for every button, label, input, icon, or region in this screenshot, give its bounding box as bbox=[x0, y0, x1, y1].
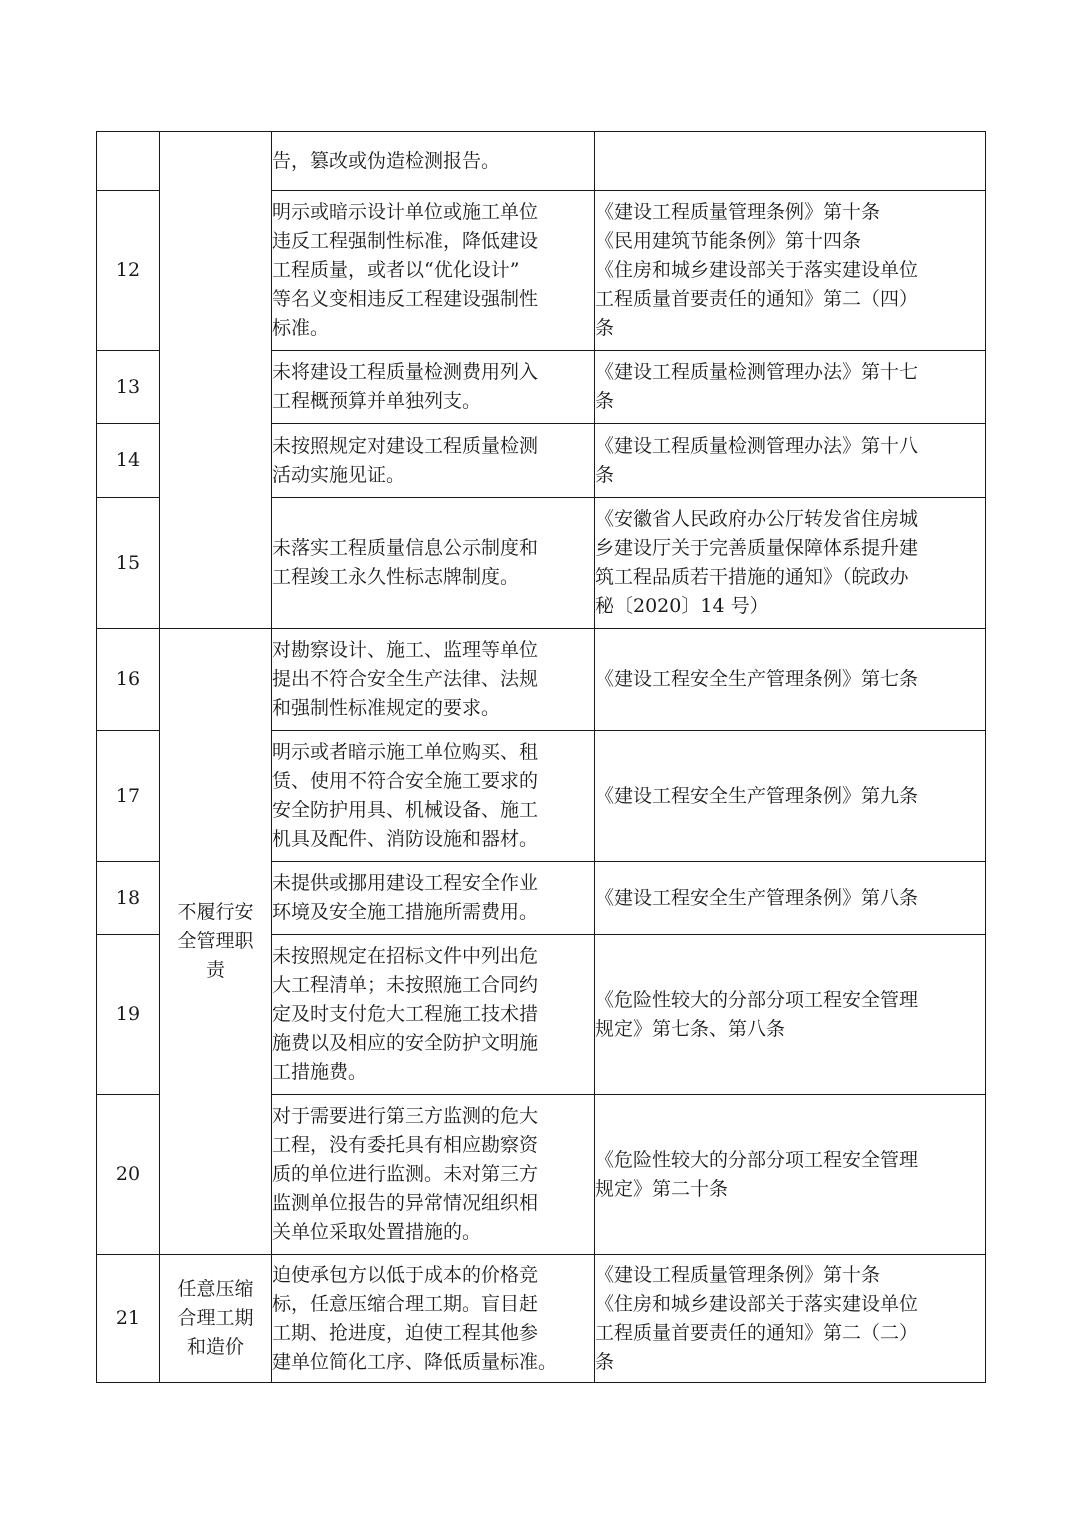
row-number: 18 bbox=[97, 862, 160, 935]
legal-basis: 《建设工程安全生产管理条例》第七条 bbox=[595, 629, 986, 731]
violation-description: 未按照规定在招标文件中列出危 大工程清单；未按照施工合同约 定及时支付危大工程施工技术措 施费以及相应的安全防护文明施 工措施费。 bbox=[272, 935, 595, 1095]
category-cell: 任意压缩 合理工期 和造价 bbox=[160, 1255, 272, 1383]
legal-basis: 《建设工程安全生产管理条例》第九条 bbox=[595, 731, 986, 862]
row-number: 14 bbox=[97, 424, 160, 498]
legal-basis: 《建设工程质量管理条例》第十条 《民用建筑节能条例》第十四条 《住房和城乡建设部关于落实建设单位 工程质量首要责任的通知》第二（四） 条 bbox=[595, 191, 986, 351]
table-row bbox=[97, 629, 986, 731]
row-number: 20 bbox=[97, 1095, 160, 1255]
legal-basis: 《危险性较大的分部分项工程安全管理 规定》第七条、第八条 bbox=[595, 935, 986, 1095]
regulation-table bbox=[96, 131, 986, 1383]
violation-description: 未将建设工程质量检测费用列入 工程概预算并单独列支。 bbox=[272, 351, 595, 424]
violation-description: 告，篡改或伪造检测报告。 bbox=[272, 132, 595, 191]
row-number: 15 bbox=[97, 498, 160, 629]
row-number: 21 bbox=[97, 1255, 160, 1383]
table-row bbox=[97, 132, 986, 191]
row-number: 19 bbox=[97, 935, 160, 1095]
legal-basis: 《建设工程安全生产管理条例》第八条 bbox=[595, 862, 986, 935]
legal-basis bbox=[595, 132, 986, 191]
violation-description: 明示或暗示设计单位或施工单位 违反工程强制性标准，降低建设 工程质量，或者以“优化设计” 等名义变相违反工程建设强制性 标准。 bbox=[272, 191, 595, 351]
legal-basis: 《建设工程质量管理条例》第十条 《住房和城乡建设部关于落实建设单位 工程质量首要责任的通知》第二（二） 条 bbox=[595, 1255, 986, 1383]
row-number: 17 bbox=[97, 731, 160, 862]
violation-description: 未提供或挪用建设工程安全作业 环境及安全施工措施所需费用。 bbox=[272, 862, 595, 935]
category-cell bbox=[160, 132, 272, 629]
legal-basis: 《危险性较大的分部分项工程安全管理 规定》第二十条 bbox=[595, 1095, 986, 1255]
table-row bbox=[97, 1255, 986, 1383]
legal-basis: 《建设工程质量检测管理办法》第十八 条 bbox=[595, 424, 986, 498]
violation-description: 迫使承包方以低于成本的价格竞 标，任意压缩合理工期。盲目赶 工期、抢进度，迫使工程其他参 建单位简化工序、降低质量标准。 bbox=[272, 1255, 595, 1383]
row-number bbox=[97, 132, 160, 191]
violation-description: 明示或者暗示施工单位购买、租 赁、使用不符合安全施工要求的 安全防护用具、机械设备、施工 机具及配件、消防设施和器材。 bbox=[272, 731, 595, 862]
violation-description: 未落实工程质量信息公示制度和 工程竣工永久性标志牌制度。 bbox=[272, 498, 595, 629]
violation-description: 对于需要进行第三方监测的危大 工程，没有委托具有相应勘察资 质的单位进行监测。未对第三方 监测单位报告的异常情况组织相 关单位采取处置措施的。 bbox=[272, 1095, 595, 1255]
violation-description: 对勘察设计、施工、监理等单位 提出不符合安全生产法律、法规 和强制性标准规定的要求。 bbox=[272, 629, 595, 731]
legal-basis: 《建设工程质量检测管理办法》第十七 条 bbox=[595, 351, 986, 424]
row-number: 12 bbox=[97, 191, 160, 351]
category-cell: 不履行安 全管理职 责 bbox=[160, 629, 272, 1255]
violation-description: 未按照规定对建设工程质量检测 活动实施见证。 bbox=[272, 424, 595, 498]
row-number: 13 bbox=[97, 351, 160, 424]
legal-basis: 《安徽省人民政府办公厅转发省住房城 乡建设厅关于完善质量保障体系提升建 筑工程品质若干措施的通知》（皖政办 秘〔2020〕14 号） bbox=[595, 498, 986, 629]
row-number: 16 bbox=[97, 629, 160, 731]
